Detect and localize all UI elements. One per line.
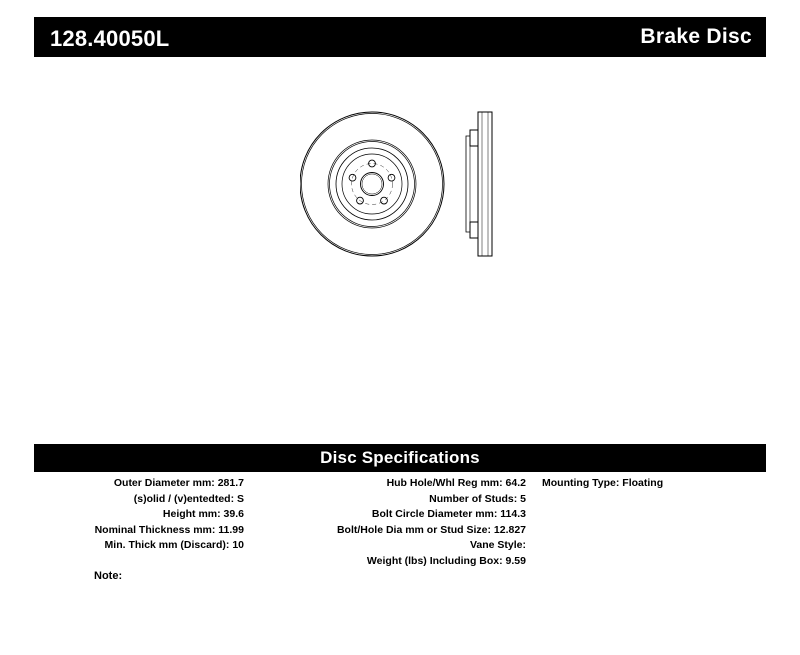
spec-item: Bolt Circle Diameter mm: 114.3 [371, 508, 526, 521]
spec-item: (s)olid / (v)entedted: S [133, 492, 244, 505]
spec-item: Nominal Thickness mm: 11.99 [94, 523, 244, 536]
part-number: 128.40050L [50, 26, 170, 51]
spec-section-title: Disc Specifications [320, 448, 480, 467]
note-label: Note: [94, 570, 123, 582]
spec-column-middle [258, 476, 526, 570]
spec-item: Bolt/Hole Dia mm or Stud Size: 12.827 [336, 523, 526, 536]
spec-item: Vane Style: [469, 539, 526, 552]
product-drawing [300, 100, 530, 290]
spec-section-bar [34, 444, 766, 472]
spec-item: Number of Studs: 5 [429, 492, 526, 505]
spec-column-right [542, 476, 766, 492]
spec-item: Min. Thick mm (Discard): 10 [104, 539, 244, 552]
spec-item: Mounting Type: Floating [542, 477, 664, 489]
spec-column-left [34, 476, 244, 554]
brake-disc-edge-view [466, 112, 492, 256]
brake-disc-face-view [300, 112, 444, 256]
spec-item: Height mm: 39.6 [162, 508, 244, 521]
spec-item: Hub Hole/Whl Reg mm: 64.2 [386, 477, 526, 489]
spec-columns [34, 476, 766, 586]
spec-item: Weight (lbs) Including Box: 9.59 [366, 554, 526, 567]
spec-item: Outer Diameter mm: 281.7 [113, 477, 244, 489]
header-bar [34, 17, 766, 57]
page-title: Brake Disc [640, 25, 752, 48]
